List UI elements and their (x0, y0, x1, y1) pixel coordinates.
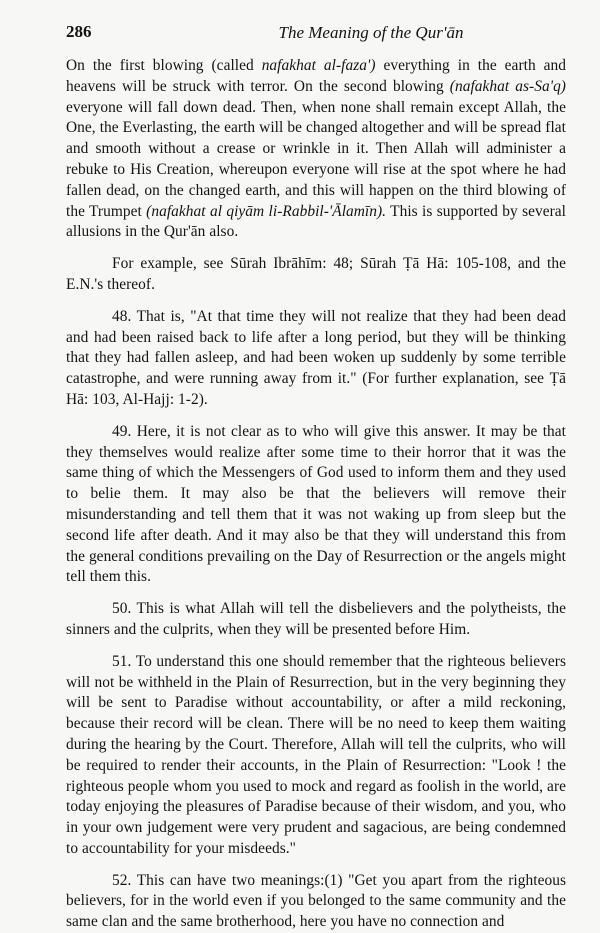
text-run: On the first blowing (called (66, 57, 262, 74)
note-50 (66, 599, 566, 641)
text-run: everything in the earth and heavens will be struck with terror. On the second blowing (66, 57, 567, 95)
text-run: 50. This is what Allah will tell the disbelievers and the polytheists, the sinners and the culprits, when they will be presented before Him. (66, 600, 566, 638)
italic-term: (nafakhat as-Sa'q) (449, 77, 566, 95)
text-run: For example, see Sūrah Ibrāhīm: 48; Sūrah Ṭā Hā: 105-108, and the E.N.'s thereof. (66, 255, 566, 293)
text-run: 52. This can have two meanings:(1) "Get you apart from the righteous believers, for in the world even if you belonged to the same community and the same clan and the same brotherhood, here you have no connection and (66, 871, 566, 931)
text-run: 51. To understand this one should remember that the righteous believers will not be withheld in the Plain of Resurrection, but in the very beginning they will be sent to Paradise without accountability, or after a mild reckoning, because their record will be clean. There will be no need to keep them waiting during the hearing by the Court. Therefore, Allah will tell the culprits, who will be required to render their accounts, in the Plain of Resurrection: "Look ! the righteous people whom you used to mock and regard as foolish in the world, are today enjoying the pleasures of Paradise because of their wisdom, and you, who in your own judgement were very prudent and sagacious, are being condemned to accountability for your misdeeds." (66, 652, 566, 857)
note-48 (66, 307, 566, 411)
page-header (66, 22, 566, 52)
note-51 (66, 652, 566, 860)
text-run: everyone will fall down dead. Then, when none shall remain except Allah, the One, the Everlasting, the earth will be changed altogether and will be spread flat and smooth without a crease or wrinkle in it. Then Allah will administer a rebuke to His Creation, whereupon everyone will rise at the spot where he had fallen dead, on the changed earth, and this will happen on the third blowing of the Trumpet (66, 98, 566, 220)
page-body (66, 56, 566, 933)
italic-term: (nafakhat al qiyām li-Rabbil-'Ālamīn). (146, 202, 387, 220)
note-52 (66, 871, 566, 933)
text-run: 49. Here, it is not clear as to who will give this answer. It may be that they themselves would realize after some time to their horror that it was the same thing of which the Messengers of God used to inform them and they used to belie them. It may also be that the believers will remove their misunderstanding and tell them that it was not waking up from sleep but the second life after death. And it may also be that they will understand this from the general conditions prevailing on the Day of Resurrection or the angels might tell them this. (66, 422, 566, 586)
page-number: 286 (66, 22, 92, 41)
running-title: The Meaning of the Qur'ān (278, 23, 464, 42)
text-run: This is supported by several allusions in the Qur'ān also. (66, 202, 566, 241)
italic-term: nafakhat al-faza') (261, 57, 376, 74)
paragraph-example (66, 254, 566, 296)
text-run: 48. That is, "At that time they will not realize that they had been dead and had been raised back to life after a long period, but they will be thinking that they had fallen asleep, and had been woken up suddenly by some terrible catastrophe, and were running away from it." (For further explanation, see Ṭā Hā: 103, Al-Hajj: 1-2). (66, 307, 566, 408)
paragraph-intro (66, 56, 566, 243)
note-49 (66, 422, 566, 588)
